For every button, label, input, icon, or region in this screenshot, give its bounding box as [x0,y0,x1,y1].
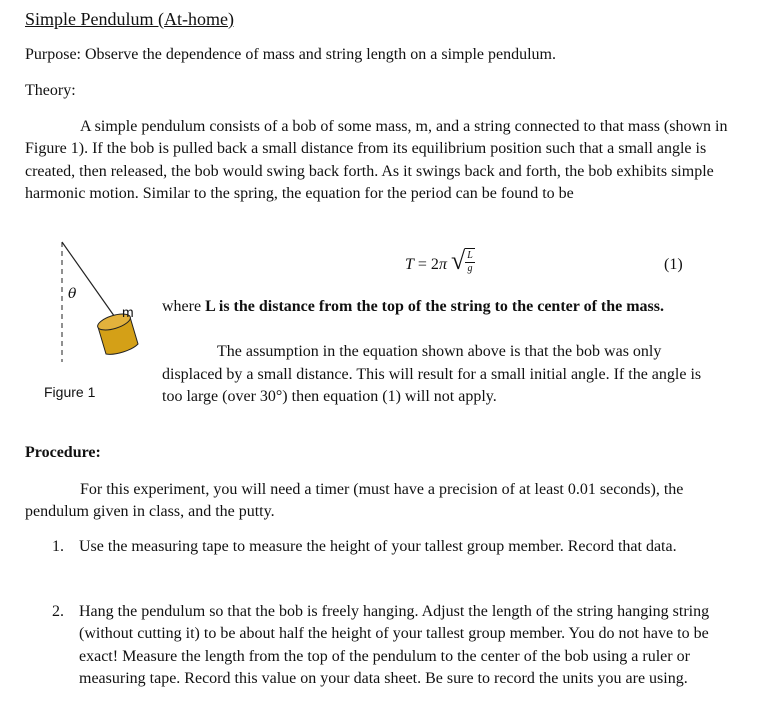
theta-label: θ [68,286,77,302]
procedure-step-1 [52,536,742,558]
equation-number: (1) [664,256,683,273]
where-paragraph [162,296,722,319]
document-title: Simple Pendulum (At-home) [25,9,234,29]
step-number: 2. [52,603,64,620]
length-over-gravity-fraction [465,250,475,275]
where-prefix: where [162,298,206,315]
fraction-numerator: L [467,250,473,261]
equation-pi: π [438,256,447,273]
assumption-paragraph: The assumption in the equation shown above is that the bob was only displaced by a small distance. This will result for a small initial angle. If the angle is too large (over 30°) then equation (1) will not apply. [162,343,702,405]
step-number: 1. [52,538,64,555]
purpose-line: Purpose: Observe the dependence of mass and string length on a simple pendulum. [25,46,556,63]
where-definition: L is the distance from the top of the string to the center of the mass. [205,298,664,315]
equation-lhs: T [405,256,414,273]
mass-label: m [122,304,134,320]
procedure-heading: Procedure: [25,444,101,461]
procedure-step-2 [52,601,742,690]
period-equation [405,248,475,275]
equation-equals: = 2 [413,256,439,273]
fraction-denominator: g [467,263,473,274]
step-text: Use the measuring tape to measure the height of your tallest group member. Record that data. [79,538,677,555]
radical-sign: √ [450,246,466,275]
step-text: Hang the pendulum so that the bob is freely hanging. Adjust the length of the string hanging string (without cutting it) to be about half the height of your tallest group member. You do not have to be exact! Measure the length from the top of the pendulum to the center of the bob using a ruler or measuring tape. Record this value on your data sheet. Be sure to record the units you are using. [79,603,710,687]
figure-caption: Figure 1 [44,384,96,400]
pendulum-string [62,242,117,320]
theory-heading: Theory: [25,82,76,99]
square-root [451,248,475,275]
procedure-intro: For this experiment, you will need a timer (must have a precision of at least 0.01 seconds), the pendulum given in class, and the putty. [25,481,684,521]
theory-paragraph: A simple pendulum consists of a bob of some mass, m, and a string connected to that mass (shown in Figure 1). If the bob is pulled back a small distance from its equilibrium position such that a small angle is created, then released, the bob would swing back forth. As it swings back and forth, the bob exhibits simple harmonic motion. Similar to the spring, the equation for the period can be found to be [25,118,728,202]
